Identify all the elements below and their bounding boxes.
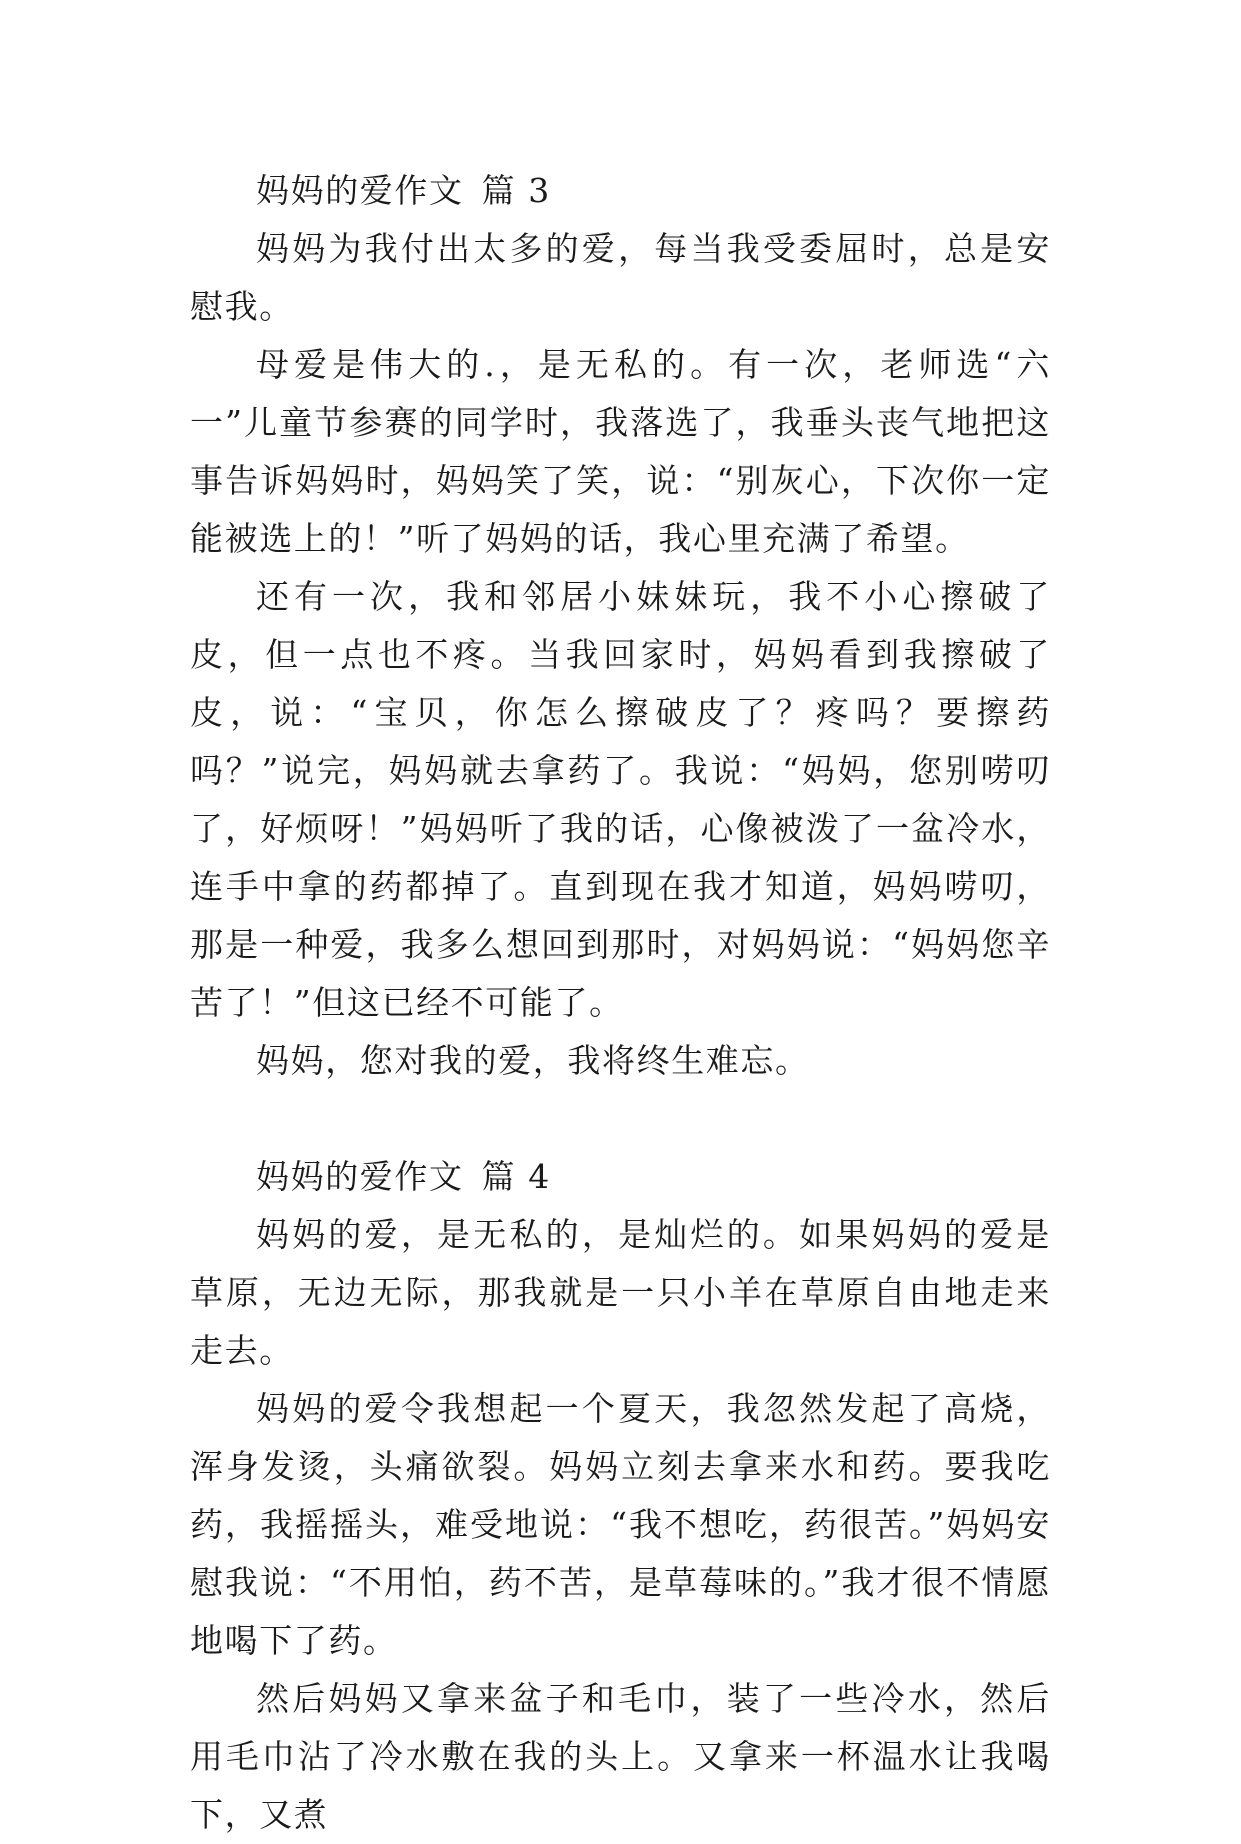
heading-title: 妈妈的爱作文 bbox=[256, 171, 464, 210]
paragraph: 妈妈为我付出太多的爱，每当我受委屈时，总是安慰我。 bbox=[190, 229, 1051, 326]
heading-number: 篇 4 bbox=[481, 1157, 551, 1196]
paragraph: 然后妈妈又拿来盆子和毛巾，装了一些冷水，然后用毛巾沾了冷水敷在我的头上。又拿来一杯温水让我喝下，又煮 bbox=[190, 1679, 1051, 1834]
paragraph: 妈妈的爱令我想起一个夏天，我忽然发起了高烧，浑身发烫，头痛欲裂。妈妈立刻去拿来水和药。要我吃药，我摇摇头，难受地说：“我不想吃，药很苦。”妈妈安慰我说：“不用怕，药不苦，是草莓味的。”我才很不情愿地喝下了药。 bbox=[190, 1389, 1051, 1660]
paragraph: 妈妈的爱，是无私的，是灿烂的。如果妈妈的爱是草原，无边无际，那我就是一只小羊在草原自由地走来走去。 bbox=[190, 1215, 1051, 1370]
essay-section-4 bbox=[190, 1148, 1051, 1844]
paragraph: 母爱是伟大的.，是无私的。有一次，老师选“六一”儿童节参赛的同学时，我落选了，我垂头丧气地把这事告诉妈妈时，妈妈笑了笑，说：“别灰心，下次你一定能被选上的！”听了妈妈的话，我心里充满了希望。 bbox=[190, 345, 1051, 558]
heading-title: 妈妈的爱作文 bbox=[256, 1157, 464, 1196]
section-heading bbox=[190, 162, 1051, 220]
essay-section-3 bbox=[190, 162, 1051, 1090]
paragraph: 妈妈，您对我的爱，我将终生难忘。 bbox=[256, 1041, 810, 1080]
section-heading bbox=[190, 1148, 1051, 1206]
paragraph: 还有一次，我和邻居小妹妹玩，我不小心擦破了皮，但一点也不疼。当我回家时，妈妈看到我擦破了皮，说：“宝贝，你怎么擦破皮了？疼吗？要擦药吗？”说完，妈妈就去拿药了。我说：“妈妈，您别唠叨了，好烦呀！”妈妈听了我的话，心像被泼了一盆冷水，连手中拿的药都掉了。直到现在我才知道，妈妈唠叨，那是一种爱，我多么想回到那时，对妈妈说：“妈妈您辛苦了！”但这已经不可能了。 bbox=[190, 577, 1051, 1022]
heading-number: 篇 3 bbox=[481, 171, 551, 210]
